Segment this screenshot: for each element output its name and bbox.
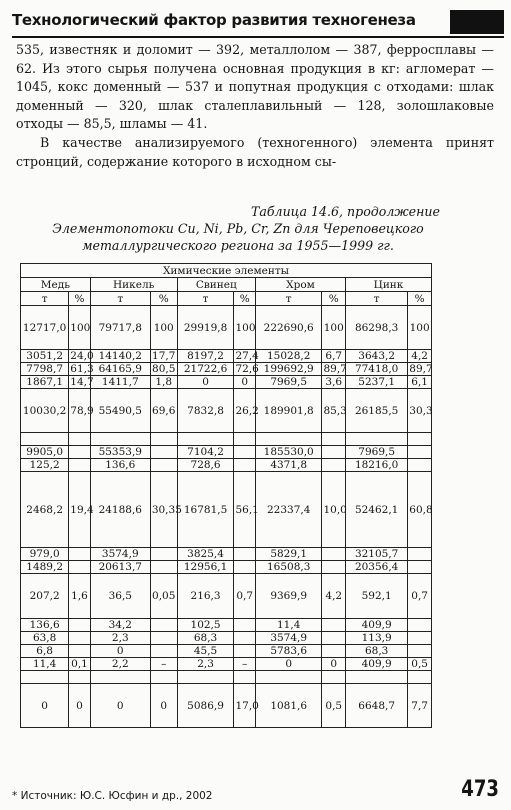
unit-header: %: [150, 292, 177, 306]
table-cell: 216,3: [177, 574, 234, 619]
table-title: Элементопотоки Cu, Ni, Pb, Cr, Zn для Череповецкого металлургического региона за 1955—1999 гг.: [52, 221, 424, 253]
table-cell: [322, 619, 346, 632]
table-cell: 100: [234, 306, 255, 350]
table-cell: 11,4: [21, 658, 69, 671]
table-cell: 27,4: [235, 350, 259, 362]
table-cell: 26185,5: [346, 389, 408, 433]
table-cell: [150, 671, 177, 684]
table-cell: 61,3: [70, 363, 94, 375]
unit-header: %: [234, 292, 255, 306]
table-cell: 60,8: [408, 472, 432, 548]
table-cell: 3051,2: [21, 350, 69, 363]
table-cell: 18216,0: [346, 459, 408, 472]
table-cell: 0: [234, 376, 255, 389]
table-label: Таблица 14.6, продолжение: [250, 204, 440, 219]
table-cell: 68,3: [346, 645, 408, 658]
table-row: [21, 389, 432, 433]
table-cell: [346, 433, 408, 446]
table-cell: [234, 548, 255, 561]
table-cell: 207,2: [21, 574, 69, 619]
table-cell: 16781,5: [177, 472, 234, 548]
table-cell: 10,0: [322, 472, 346, 548]
table-cell: 4,2: [408, 350, 432, 363]
unit-header: %: [408, 292, 432, 306]
table-cell: 2,2: [90, 658, 150, 671]
table-cell: 69,6: [150, 389, 177, 433]
table-cell: [346, 671, 408, 684]
element-header: Цинк: [346, 278, 432, 292]
table-cell: 0,1: [69, 658, 90, 671]
table-cell: 100: [150, 306, 177, 350]
table-cell: 80,5: [152, 363, 176, 375]
table-cell: [322, 548, 346, 561]
table-cell: [69, 459, 90, 472]
table-cell: [322, 446, 346, 459]
table-cell: 52462,1: [346, 472, 408, 548]
table-cell: [322, 645, 346, 658]
table-cell: 6,1: [408, 376, 432, 389]
table-cell: 0,5: [408, 658, 432, 671]
table-caption: [16, 203, 440, 254]
table-cell: [69, 446, 90, 459]
table-cell: 64165,9: [90, 363, 150, 376]
table-row: [21, 433, 432, 446]
table-cell: 7,7: [408, 684, 432, 728]
table-cell: 34,2: [90, 619, 150, 632]
table-cell: 12717,0: [21, 306, 69, 350]
table-cell: 45,5: [177, 645, 234, 658]
table-cell: 26,2: [234, 389, 255, 433]
table-cell: 0: [69, 684, 90, 728]
table-cell: [150, 645, 177, 658]
table-cell: 20356,4: [346, 561, 408, 574]
table-cell: 16508,3: [255, 561, 322, 574]
table-cell: [255, 433, 322, 446]
table-cell: 55490,5: [90, 389, 150, 433]
table-cell: [408, 632, 432, 645]
table-cell: 185530,0: [255, 446, 322, 459]
table-row: [21, 574, 432, 619]
table-cell: 86298,3: [346, 306, 408, 350]
table-cell: 10030,2: [21, 389, 69, 433]
table-cell: 222690,6: [255, 306, 322, 350]
table-cell: 22337,4: [255, 472, 322, 548]
table-cell: 136,6: [90, 459, 150, 472]
table-cell: 4371,8: [255, 459, 322, 472]
table-cell: 2,3: [90, 632, 150, 645]
table-cell: [69, 433, 90, 446]
unit-header: т: [21, 292, 69, 306]
table-cell: [408, 645, 432, 658]
table-cell: 32105,7: [346, 548, 408, 561]
table-row: [21, 561, 432, 574]
table-cell: 15028,2: [255, 350, 322, 363]
table-cell: 0: [322, 658, 346, 671]
table-row: [21, 619, 432, 632]
table-cell: 3574,9: [90, 548, 150, 561]
table-cell: [177, 671, 234, 684]
table-row: [21, 306, 432, 350]
table-cell: [69, 671, 90, 684]
table-row: [21, 684, 432, 728]
table-cell: 30,3: [408, 389, 432, 433]
table-cell: [408, 619, 432, 632]
table-cell: [69, 548, 90, 561]
table-cell: [234, 619, 255, 632]
table-row: [21, 350, 432, 363]
table-cell: [408, 446, 432, 459]
table-cell: [150, 561, 177, 574]
table-cell: 6,7: [322, 350, 346, 363]
unit-header: т: [177, 292, 234, 306]
header-title: Технологический фактор развития техногенеза: [12, 11, 416, 29]
table-cell: [234, 446, 255, 459]
paragraph: 535, известняк и доломит — 392, металлолом — 387, ферросплавы — 62. Из этого сырья получена основная продукция в кг: агломерат — 1045, кокс доменный — 537 и попутная продукция с отходами: шлак доменный — 320, шлак сталеплавильный — 128, золошлаковые отходы — 85,5, шламы — 41.: [16, 42, 494, 132]
table-cell: [150, 632, 177, 645]
table-cell: 100: [408, 306, 432, 350]
header-black-block: [450, 10, 504, 34]
table-cell: 7969,5: [255, 376, 322, 389]
table-cell: 9369,9: [255, 574, 322, 619]
table-row: [21, 446, 432, 459]
table-cell: [234, 561, 255, 574]
table-cell: [408, 433, 432, 446]
element-header: Медь: [21, 278, 91, 292]
unit-header: т: [90, 292, 150, 306]
table-cell: [150, 619, 177, 632]
table-cell: 1,6: [69, 574, 90, 619]
table-cell: 5783,6: [255, 645, 322, 658]
table-cell: [234, 433, 255, 446]
table-cell: 89,7: [409, 363, 433, 375]
table-body: [21, 306, 432, 728]
table-cell: [69, 632, 90, 645]
table-cell: 19,4: [69, 472, 90, 548]
table-cell: –: [150, 658, 177, 671]
table-cell: 136,6: [21, 619, 69, 632]
table-cell: 189901,8: [255, 389, 322, 433]
table-cell: 14140,2: [90, 350, 150, 363]
table-cell: 5086,9: [177, 684, 234, 728]
table-cell: [234, 459, 255, 472]
table-cell: 24,0: [70, 350, 94, 362]
table-cell: 7104,2: [177, 446, 234, 459]
table-cell: [408, 671, 432, 684]
table-cell: [234, 671, 255, 684]
element-header: Никель: [90, 278, 177, 292]
table-cell: 6,8: [21, 645, 69, 658]
table-cell: 199692,9: [255, 363, 322, 376]
table-cell: [408, 561, 432, 574]
table-cell: 2468,2: [21, 472, 69, 548]
table-cell: 979,0: [21, 548, 69, 561]
table-cell: [408, 548, 432, 561]
unit-header: %: [69, 292, 90, 306]
table-cell: [150, 459, 177, 472]
table-cell: [322, 561, 346, 574]
table-cell: 12956,1: [177, 561, 234, 574]
table-cell: [150, 433, 177, 446]
running-header: [12, 10, 504, 38]
table-cell: 100: [322, 306, 346, 350]
element-header: Свинец: [177, 278, 255, 292]
table-cell: 125,2: [21, 459, 69, 472]
table-cell: 68,3: [177, 632, 234, 645]
table-cell: 6648,7: [346, 684, 408, 728]
table-cell: 8197,2: [177, 350, 234, 363]
table-cell: 0: [21, 684, 69, 728]
table-cell: [255, 671, 322, 684]
table-cell: 7832,8: [177, 389, 234, 433]
table-cell: 1081,6: [255, 684, 322, 728]
table-cell: 63,8: [21, 632, 69, 645]
table-cell: 0: [90, 684, 150, 728]
table-cell: 11,4: [255, 619, 322, 632]
unit-header: %: [322, 292, 346, 306]
table-cell: 100: [69, 306, 90, 350]
table-cell: [69, 619, 90, 632]
table-cell: [69, 645, 90, 658]
table-cell: [322, 632, 346, 645]
table-cell: 30,35: [150, 472, 177, 548]
table-cell: [69, 561, 90, 574]
table-cell: 79717,8: [90, 306, 150, 350]
table-cell: 1867,1: [21, 376, 69, 389]
table-cell: 3574,9: [255, 632, 322, 645]
paragraph: В качестве анализируемого (техногенного) элемента принят стронций, содержание которого в исходном сы-: [16, 134, 494, 169]
table-cell: 56,1: [234, 472, 255, 548]
table-cell: 2,3: [177, 658, 234, 671]
table-row: [21, 459, 432, 472]
table-cell: 102,5: [177, 619, 234, 632]
table-cell: 17,0: [234, 684, 255, 728]
table-cell: 21722,6: [177, 363, 234, 376]
table-cell: 592,1: [346, 574, 408, 619]
table-row: [21, 376, 432, 389]
table-cell: 0,05: [150, 574, 177, 619]
table-cell: 78,9: [69, 389, 90, 433]
table-cell: –: [234, 658, 255, 671]
element-flow-table: [20, 263, 432, 728]
table-cell: [408, 459, 432, 472]
table-cell: 36,5: [90, 574, 150, 619]
table-cell: 409,9: [346, 619, 408, 632]
table-row: [21, 363, 432, 376]
table-cell: 409,9: [346, 658, 408, 671]
table-cell: [322, 671, 346, 684]
table-cell: 9905,0: [21, 446, 69, 459]
table-cell: 89,7: [323, 363, 347, 375]
table-cell: 72,6: [235, 363, 259, 375]
table-cell: [322, 459, 346, 472]
table-cell: [21, 671, 69, 684]
table-cell: [177, 433, 234, 446]
table-cell: [150, 548, 177, 561]
table-cell: 1489,2: [21, 561, 69, 574]
table-cell: 3,6: [322, 376, 346, 389]
table-cell: 5237,1: [346, 376, 408, 389]
table-cell: 0,5: [322, 684, 346, 728]
table-cell: 0,7: [408, 574, 432, 619]
table-cell: 29919,8: [177, 306, 234, 350]
table-row: [21, 632, 432, 645]
table-cell: 728,6: [177, 459, 234, 472]
table-row: [21, 658, 432, 671]
table-cell: 17,7: [152, 350, 176, 362]
table-cell: 55353,9: [90, 446, 150, 459]
table-cell: 0: [90, 645, 150, 658]
table-cell: [234, 632, 255, 645]
table-cell: 0: [150, 684, 177, 728]
table-cell: [90, 671, 150, 684]
table-cell: 1411,7: [90, 376, 150, 389]
table-cell: 0: [255, 658, 322, 671]
body-text: [16, 41, 494, 171]
footnote: * Источник: Ю.С. Юсфин и др., 2002: [12, 790, 213, 802]
table-cell: [322, 433, 346, 446]
table-row: [21, 645, 432, 658]
table-cell: 24188,6: [90, 472, 150, 548]
unit-header: т: [255, 292, 322, 306]
table-cell: 3825,4: [177, 548, 234, 561]
table-cell: 0,7: [234, 574, 255, 619]
page-number: 473: [461, 777, 499, 802]
element-header: Хром: [255, 278, 345, 292]
table-cell: 4,2: [322, 574, 346, 619]
table-cell: 3643,2: [346, 350, 408, 363]
unit-header: т: [346, 292, 408, 306]
group-header: Химические элементы: [21, 264, 432, 278]
table-cell: [21, 433, 69, 446]
table-cell: 113,9: [346, 632, 408, 645]
table-cell: 7798,7: [21, 363, 69, 376]
table-row: [21, 472, 432, 548]
table-cell: [150, 446, 177, 459]
table-row: [21, 548, 432, 561]
table-row: [21, 671, 432, 684]
table-cell: 7969,5: [346, 446, 408, 459]
table-cell: 20613,7: [90, 561, 150, 574]
table-cell: 5829,1: [255, 548, 322, 561]
table-cell: [90, 433, 150, 446]
table-cell: 85,3: [322, 389, 346, 433]
table-cell: 77418,0: [346, 363, 408, 376]
table-cell: 1,8: [150, 376, 177, 389]
table-cell: [234, 645, 255, 658]
table-cell: 0: [177, 376, 234, 389]
table-cell: 14,7: [70, 376, 94, 388]
